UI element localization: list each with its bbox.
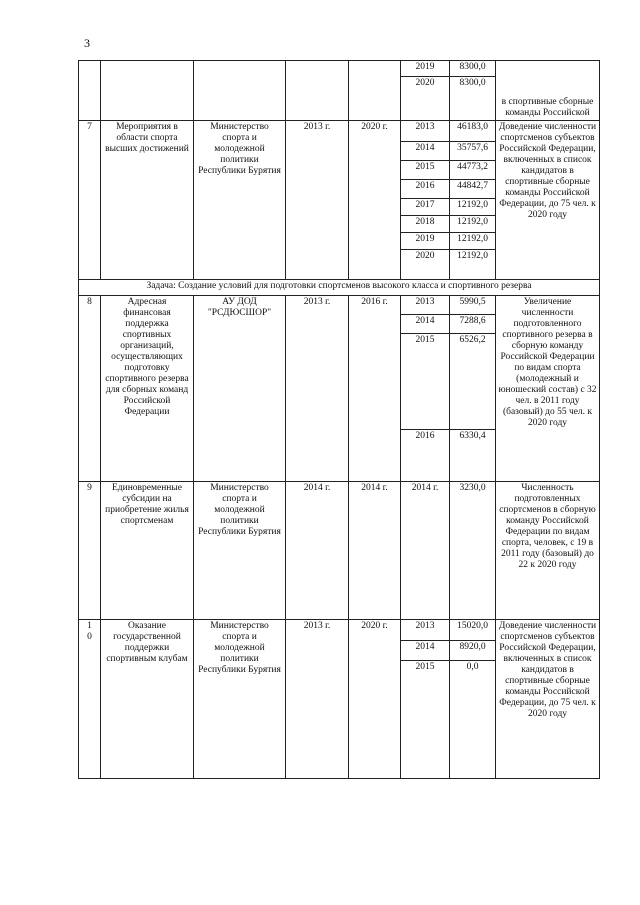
value-cell: 12192,0: [450, 250, 496, 280]
program-table: [78, 60, 600, 779]
table-row: [79, 482, 600, 620]
value-cell: 6330,4: [450, 430, 496, 482]
row-number: 9: [79, 482, 101, 620]
year-cell: 2015: [401, 661, 450, 779]
end-year: 2014 г.: [349, 482, 401, 620]
year-cell: 2019: [401, 61, 450, 77]
year-cell: 2017: [401, 199, 450, 216]
table-row: [79, 620, 600, 641]
year-cell: 2014: [401, 315, 450, 334]
year-cell: 2019: [401, 233, 450, 250]
year-cell: 2015: [401, 161, 450, 180]
task-row: [79, 280, 600, 296]
value-cell: 3230,0: [450, 482, 496, 620]
value-cell: 8300,0: [450, 77, 496, 121]
end-year: 2020 г.: [349, 121, 401, 280]
year-cell: 2014 г.: [401, 482, 450, 620]
value-cell: 15020,0: [450, 620, 496, 641]
row-number: 7: [79, 121, 101, 280]
value-cell: 8920,0: [450, 641, 496, 661]
measure-name: Мероприятия в области спорта высших достижений: [101, 121, 194, 280]
year-cell: 2013: [401, 620, 450, 641]
table-row: [79, 121, 600, 142]
result-cell: Численность подготовленных спортсменов в сборную команду Российской Федерации по видам спорта, человек, с 19 в 2011 году (базовый) до 22 к 2020 году: [496, 482, 600, 620]
year-cell: 2014: [401, 641, 450, 661]
measure-name: Адресная финансовая поддержка спортивных организаций, осуществляющих подготовку спортивного резерва для сборных команд Российской Федерации: [101, 296, 194, 482]
start-year: 2014 г.: [286, 482, 349, 620]
result-cell: в спортивные сборные команды Российской: [496, 61, 600, 121]
value-cell: 7288,6: [450, 315, 496, 334]
year-cell: 2020: [401, 250, 450, 280]
row-number: 1 0: [79, 620, 101, 779]
executor: Министерство спорта и молодежной политики Республики Бурятия: [194, 620, 286, 779]
value-cell: 44842,7: [450, 180, 496, 199]
value-cell: 12192,0: [450, 233, 496, 250]
year-cell: 2013: [401, 121, 450, 142]
year-cell: 2020: [401, 77, 450, 121]
value-cell: 8300,0: [450, 61, 496, 77]
measure-name: Оказание государственной поддержки спортивным клубам: [101, 620, 194, 779]
value-cell: 12192,0: [450, 199, 496, 216]
value-cell: 46183,0: [450, 121, 496, 142]
result-cell: Доведение численности спортсменов субъектов Российской Федерации, включенных в список кандидатов в спортивные сборные команды Российской Федерации, до 75 чел. к 2020 году: [496, 620, 600, 779]
end-year: 2020 г.: [349, 620, 401, 779]
start-year: 2013 г.: [286, 620, 349, 779]
result-cell: Доведение численности спортсменов субъектов Российской Федерации, включенных в список кандидатов в спортивные сборные команды Российской Федерации, до 75 чел. к 2020 году: [496, 121, 600, 280]
executor: АУ ДОД "РСДЮСШОР": [194, 296, 286, 482]
table-row: [79, 61, 600, 77]
year-cell: 2015: [401, 334, 450, 430]
value-cell: 12192,0: [450, 216, 496, 233]
year-cell: 2014: [401, 142, 450, 161]
year-cell: 2013: [401, 296, 450, 315]
executor: Министерство спорта и молодежной политики Республики Бурятия: [194, 121, 286, 280]
table-row: [79, 296, 600, 315]
value-cell: 6526,2: [450, 334, 496, 430]
year-cell: 2016: [401, 180, 450, 199]
end-year: 2016 г.: [349, 296, 401, 482]
result-cell: Увеличение численности подготовленного спортивного резерва в сборную команду Российской Федерации по видам спорта (молодежный и юношеский состав) с 32 чел. в 2011 году (базовый) до 55 чел. к 2020 году: [496, 296, 600, 482]
start-year: 2013 г.: [286, 121, 349, 280]
row-number: 8: [79, 296, 101, 482]
year-cell: 2018: [401, 216, 450, 233]
value-cell: 5990,5: [450, 296, 496, 315]
value-cell: 0,0: [450, 661, 496, 779]
value-cell: 35757,6: [450, 142, 496, 161]
page-number: 3: [84, 36, 90, 50]
value-cell: 44773,2: [450, 161, 496, 180]
executor: Министерство спорта и молодежной политики Республики Бурятия: [194, 482, 286, 620]
task-title: Задача: Создание условий для подготовки спортсменов высокого класса и спортивного резерва: [79, 280, 600, 296]
measure-name: Единовременные субсидии на приобретение жилья спортсменам: [101, 482, 194, 620]
year-cell: 2016: [401, 430, 450, 482]
start-year: 2013 г.: [286, 296, 349, 482]
